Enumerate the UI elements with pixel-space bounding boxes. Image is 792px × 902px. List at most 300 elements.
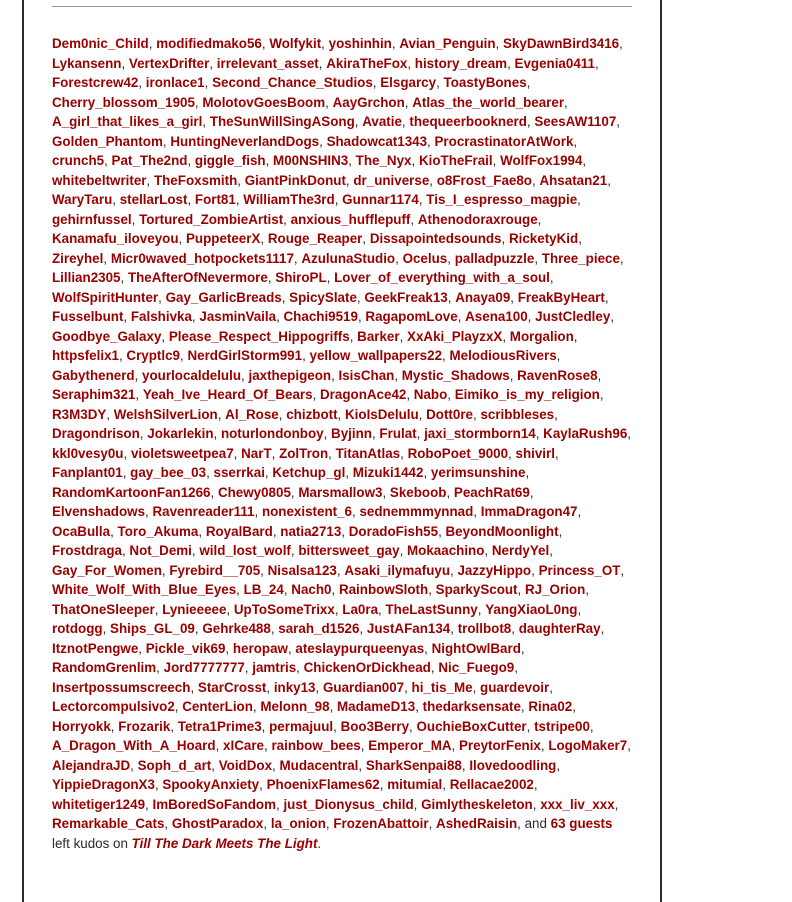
kudos-separator: , [597, 367, 602, 383]
kudos-user-link[interactable]: Chachi9519 [283, 309, 358, 324]
kudos-user-link[interactable]: Micr0waved_hotpockets1117 [110, 250, 294, 266]
kudos-user-link[interactable]: WaryTaru [52, 192, 113, 207]
kudos-user-link[interactable]: The_Nyx [355, 153, 412, 168]
kudos-separator: , [594, 55, 599, 71]
kudos-user-link[interactable]: VoidDox [218, 757, 273, 773]
kudos-user-link[interactable]: PreytorFenix [459, 738, 541, 753]
kudos-user-link[interactable]: Toro_Akuma [117, 523, 199, 539]
kudos-user-link[interactable]: thequeerbooknerd [409, 114, 527, 129]
kudos-user-link[interactable]: CenterLion [182, 699, 253, 714]
kudos-user-link[interactable]: la_onion [270, 816, 326, 831]
kudos-user-link[interactable]: sserrkai [213, 465, 265, 480]
kudos-separator: , [174, 699, 183, 714]
kudos-user-link[interactable]: Guardian007 [322, 679, 405, 695]
kudos-user-link[interactable]: Gay_GarlicBreads [165, 289, 282, 305]
kudos-separator: , [582, 153, 587, 168]
kudos-user-link[interactable]: White_Wolf_With_Blue_Eyes [52, 582, 237, 597]
kudos-user-link[interactable]: Dissapointedsounds [369, 231, 502, 246]
kudos-user-link[interactable]: RandomGrenlim [52, 660, 157, 675]
kudos-separator: , [331, 367, 339, 383]
kudos-user-link[interactable]: KioIsDelulu [345, 406, 419, 422]
kudos-user-link[interactable]: Tetra1Prime3 [177, 718, 262, 734]
kudos-user-link[interactable]: LogoMaker7 [548, 738, 628, 753]
kudos-user-link[interactable]: o8Frost_Fae8o [436, 172, 532, 188]
kudos-user-link[interactable]: ItznotPengwe [52, 640, 139, 656]
kudos-separator: , [447, 289, 456, 305]
kudos-user-link[interactable]: TheFoxsmith [153, 172, 238, 188]
kudos-user-link[interactable]: yerimsunshine [430, 465, 526, 480]
kudos-user-link[interactable]: HuntingNeverlandDogs [170, 133, 320, 149]
kudos-user-link[interactable]: Falshivka [130, 309, 192, 324]
kudos-user-link[interactable]: NightOwlBard [431, 640, 521, 656]
kudos-user-link[interactable]: Fanplant01 [52, 465, 123, 480]
kudos-user-link[interactable]: PeachRat69 [453, 484, 530, 500]
kudos-user-link[interactable]: YangXiaoL0ng [485, 601, 578, 617]
kudos-user-link[interactable]: Avian_Penguin [399, 36, 496, 51]
kudos-user-link[interactable]: Gay_For_Women [52, 562, 162, 578]
kudos-user-link[interactable]: Golden_Phantom [52, 133, 163, 149]
kudos-separator: , [138, 75, 146, 90]
kudos-user-link[interactable]: Byjinn [331, 426, 372, 441]
kudos-user-link[interactable]: whitebeltwriter [52, 172, 147, 188]
kudos-separator: , [371, 426, 380, 441]
kudos-separator: , [341, 523, 349, 539]
kudos-separator: , [331, 582, 339, 597]
kudos-user-link[interactable]: WolfSpiritHunter [52, 289, 159, 305]
kudos-separator: , [210, 484, 218, 500]
kudos-user-link[interactable]: Asaki_ilymafuyu [344, 562, 450, 578]
kudos-user-link[interactable]: Tortured_ZombieArtist [139, 211, 284, 227]
kudos-user-link[interactable]: SharkSenpai88 [365, 757, 462, 773]
kudos-user-link[interactable]: Jokarlekin [147, 426, 214, 441]
kudos-user-link[interactable]: DragonAce42 [320, 387, 407, 402]
kudos-user-link[interactable]: Chewy0805 [217, 484, 291, 500]
kudos-user-link[interactable]: guardevoir [480, 679, 550, 695]
kudos-user-link[interactable]: RicketyKid [508, 231, 579, 246]
kudos-user-link[interactable]: R3M3DY [52, 406, 107, 422]
kudos-separator: , [473, 504, 481, 519]
kudos-user-link[interactable]: Goodbye_Galaxy [52, 328, 162, 344]
kudos-user-link[interactable]: Lynieeeee [162, 601, 227, 617]
kudos-user-link[interactable]: MolotovGoesBoom [202, 94, 326, 110]
kudos-user-link[interactable]: giggle_fish [194, 153, 266, 168]
kudos-user-link[interactable]: Remarkable_Cats [52, 816, 165, 831]
kudos-separator: , [411, 153, 419, 168]
kudos-user-link[interactable]: xxx_liv_xxx [540, 796, 615, 812]
kudos-user-link[interactable]: ZolTron [279, 445, 329, 461]
kudos-user-link[interactable]: Pat_The2nd [111, 153, 188, 168]
kudos-user-link[interactable]: MelodiousRivers [449, 348, 557, 363]
kudos-user-link[interactable]: Lykansenn [52, 55, 122, 71]
kudos-user-link[interactable]: httpsfelix1 [52, 348, 119, 363]
end-punctuation: . [317, 835, 322, 851]
kudos-separator: , [123, 309, 131, 324]
kudos-user-link[interactable]: noturlondonboy [220, 426, 324, 441]
kudos-separator: , [315, 679, 323, 695]
kudos-user-link[interactable]: WolfFox1994 [500, 153, 583, 168]
kudos-user-link[interactable]: Frostdraga [52, 543, 122, 558]
kudos-user-link[interactable]: Frulat [379, 426, 417, 441]
kudos-separator: , [333, 718, 341, 734]
kudos-user-link[interactable]: StarCrosst [197, 679, 267, 695]
kudos-user-link[interactable]: Gehrke488 [202, 621, 271, 636]
kudos-user-link[interactable]: La0ra [342, 601, 379, 617]
kudos-user-link[interactable]: RoboPoet_9000 [407, 445, 509, 461]
kudos-user-link[interactable]: BeyondMoonlight [445, 523, 559, 539]
kudos-user-link[interactable]: Nach0 [291, 582, 332, 597]
kudos-user-link[interactable]: natia2713 [280, 523, 342, 539]
kudos-user-link[interactable]: Avatie [362, 114, 402, 129]
kudos-user-link[interactable]: Nabo [413, 387, 448, 402]
kudos-user-link[interactable]: sednemmmynnad [359, 504, 474, 519]
kudos-user-link[interactable]: AkiraTheFox [326, 55, 408, 71]
kudos-user-link[interactable]: violetsweetpea7 [130, 445, 234, 461]
kudos-user-link[interactable]: NerdGirlStorm991 [187, 348, 303, 363]
kudos-user-link[interactable]: sarah_d1526 [278, 621, 360, 636]
kudos-separator: , [399, 328, 408, 344]
kudos-user-link[interactable]: Jord7777777 [163, 660, 245, 675]
kudos-separator: , [614, 796, 619, 812]
kudos-user-link[interactable]: Athenodoraxrouge [417, 211, 538, 227]
kudos-user-link[interactable]: WelshSilverLion [113, 406, 218, 422]
kudos-user-link[interactable]: Dem0nic_Child [52, 36, 149, 51]
kudos-separator: , [526, 114, 535, 129]
kudos-user-link[interactable]: AshedRaisin [436, 816, 518, 831]
kudos-user-link[interactable]: SeesAW1107 [534, 114, 617, 129]
kudos-user-link[interactable]: AayGrchon [332, 94, 405, 110]
kudos-separator: , [158, 289, 166, 305]
kudos-user-link[interactable]: Lover_of_everything_with_a_soul [334, 270, 550, 285]
kudos-separator: , [619, 36, 623, 51]
kudos-user-link[interactable]: kkl0vesy0u [52, 445, 124, 461]
kudos-user-link[interactable]: AzulunaStudio [301, 250, 396, 266]
kudos-user-link[interactable]: Anaya09 [455, 289, 511, 305]
kudos-user-link[interactable]: UpToSomeTrixx [233, 601, 335, 617]
kudos-user-link[interactable]: RoyalBard [205, 523, 273, 539]
kudos-user-link[interactable]: SpicySlate [289, 289, 357, 305]
kudos-user-link[interactable]: scribbleses [480, 406, 555, 422]
kudos-user-link[interactable]: nonexistent_6 [261, 504, 352, 519]
kudos-user-link[interactable]: Fyrebird__705 [169, 562, 261, 578]
kudos-user-link[interactable]: TheLastSunny [385, 601, 478, 617]
kudos-user-link[interactable]: ShiroPL [275, 270, 327, 285]
kudos-user-link[interactable]: shivirl [515, 445, 555, 461]
kudos-user-link[interactable]: modifiedmako56 [156, 36, 262, 51]
kudos-user-link[interactable]: Al_Rose [225, 406, 279, 422]
kudos-user-link[interactable]: chizbott [286, 406, 338, 422]
kudos-user-link[interactable]: Forestcrew42 [52, 75, 139, 90]
kudos-user-link[interactable]: FreakByHeart [517, 289, 605, 305]
kudos-user-link[interactable]: KaylaRush96 [543, 426, 628, 441]
kudos-separator: , [187, 192, 195, 207]
kudos-user-link[interactable]: Ahsatan21 [539, 172, 608, 188]
kudos-separator: , [404, 94, 413, 110]
kudos-separator: , [272, 523, 281, 539]
kudos-user-link[interactable]: permajuul [269, 718, 334, 734]
kudos-separator: , [283, 211, 291, 227]
kudos-user-link[interactable]: FrozenAbattoir [333, 816, 429, 831]
kudos-user-link[interactable]: TheAfterOfNevermore [127, 270, 268, 285]
work-title-link[interactable]: Till The Dark Meets The Light [131, 835, 318, 851]
kudos-user-link[interactable]: Ravenreader111 [152, 504, 255, 519]
kudos-user-link[interactable]: LB_24 [243, 582, 284, 597]
kudos-user-link[interactable]: Asena100 [465, 309, 528, 324]
kudos-separator: , [103, 250, 111, 266]
kudos-user-link[interactable]: Yeah_Ive_Heard_Of_Bears [142, 387, 313, 402]
kudos-user-link[interactable]: jaxthepigeon [248, 367, 332, 383]
kudos-separator: , [604, 289, 609, 305]
kudos-user-link[interactable]: rotdogg [52, 621, 103, 636]
kudos-user-link[interactable]: SpookyAnxiety [162, 777, 260, 792]
kudos-user-link[interactable]: Fort81 [194, 192, 236, 207]
kudos-separator: , [558, 523, 563, 539]
kudos-user-link[interactable]: Frozarik [118, 718, 171, 734]
kudos-user-link[interactable]: Please_Respect_Hippogriffs [168, 328, 350, 344]
kudos-separator: , [156, 660, 164, 675]
kudos-user-link[interactable]: gay_bee_03 [130, 465, 207, 480]
kudos-user-link[interactable]: daughterRay [518, 621, 601, 636]
kudos-list [52, 34, 634, 853]
kudos-separator: , [527, 309, 536, 324]
kudos-user-link[interactable]: yellow_wallpapers22 [309, 348, 443, 363]
kudos-user-link[interactable]: irrelevant_asset [216, 55, 319, 71]
kudos-user-link[interactable]: Nisalsa123 [267, 562, 337, 578]
kudos-user-link[interactable]: JustAFan134 [366, 621, 451, 636]
kudos-user-link[interactable]: JazzyHippo [457, 562, 532, 578]
kudos-user-link[interactable]: ToastyBones [443, 75, 527, 90]
kudos-user-link[interactable]: Lillian2305 [52, 270, 121, 285]
kudos-user-link[interactable]: TitanAtlas [335, 445, 401, 461]
kudos-user-link[interactable]: A_girl_that_likes_a_girl [52, 114, 203, 129]
kudos-user-link[interactable]: AlejandraJD [52, 757, 131, 773]
kudos-user-link[interactable]: Cryptlc9 [126, 348, 181, 363]
kudos-user-link[interactable]: NerdyYel [491, 543, 550, 558]
kudos-separator: , [391, 36, 400, 51]
kudos-separator: , [354, 114, 363, 129]
kudos-user-link[interactable]: JasminVaila [199, 309, 277, 324]
kudos-user-link[interactable]: RainbowSloth [338, 582, 429, 597]
kudos-user-link[interactable]: Ocelus [402, 250, 448, 266]
kudos-user-link[interactable]: Marsmallow3 [298, 484, 383, 500]
kudos-user-link[interactable]: PuppeteerX [185, 231, 261, 246]
kudos-user-link[interactable]: ChickenOrDickhead [303, 660, 431, 675]
kudos-user-link[interactable]: SkyDawnBird3416 [503, 36, 620, 51]
kudos-separator: , [345, 465, 353, 480]
kudos-separator: , [599, 387, 604, 402]
kudos-user-link[interactable]: Boo3Berry [340, 718, 410, 734]
kudos-user-link[interactable]: ImBoredSoFandom [152, 796, 276, 812]
kudos-separator: , [191, 309, 200, 324]
kudos-separator: , [244, 660, 253, 675]
kudos-user-link[interactable]: IsisChan [338, 367, 395, 383]
kudos-separator: , [610, 309, 615, 324]
kudos-user-link[interactable]: Mizuki1442 [352, 465, 424, 480]
kudos-user-link[interactable]: KioTheFrail [418, 153, 493, 168]
kudos-user-link[interactable]: Eimiko_is_my_religion [454, 387, 600, 402]
kudos-separator: , [102, 621, 111, 636]
kudos-separator: , [372, 75, 381, 90]
kudos-user-link[interactable]: A_Dragon_With_A_Hoard [52, 738, 216, 753]
kudos-user-link[interactable]: yourlocaldelulu [142, 367, 242, 383]
kudos-user-link[interactable]: wild_lost_wolf [199, 543, 291, 558]
kudos-user-link[interactable]: Ketchup_gl [272, 465, 346, 480]
kudos-separator: , [134, 367, 143, 383]
kudos-separator: , [554, 445, 559, 461]
kudos-user-link[interactable]: Rellacae2002 [449, 777, 534, 792]
kudos-user-link[interactable]: Rina02 [528, 699, 573, 714]
kudos-user-link[interactable]: Soph_d_art [137, 757, 212, 773]
kudos-user-link[interactable]: RJ_Orion [524, 582, 586, 597]
kudos-user-link[interactable]: Fusselbunt [52, 309, 124, 324]
kudos-user-link[interactable]: whitetiger1249 [52, 796, 146, 812]
kudos-user-link[interactable]: jamtris [252, 660, 297, 675]
kudos-user-link[interactable]: gehirnfussel [52, 211, 132, 227]
kudos-user-link[interactable]: Barker [357, 328, 400, 344]
kudos-user-link[interactable]: RandomKartoonFan1266 [52, 484, 211, 500]
kudos-user-link[interactable]: XxAki_PlayzxX [407, 328, 503, 344]
kudos-separator: , [241, 367, 249, 383]
kudos-separator: , [349, 328, 358, 344]
kudos-user-link[interactable]: Emperor_MA [368, 738, 452, 753]
kudos-user-link[interactable]: Morgalion [509, 328, 574, 344]
kudos-user-link[interactable]: Mokaachino [407, 543, 485, 558]
kudos-user-link[interactable]: ProcrastinatorAtWork [434, 133, 574, 149]
kudos-separator: , [510, 289, 518, 305]
kudos-user-link[interactable]: RagapomLove [365, 309, 458, 324]
kudos-user-link[interactable]: NarT [241, 445, 272, 461]
kudos-user-link[interactable]: jaxi_stormborn14 [424, 426, 536, 441]
kudos-user-link[interactable]: GiantPinkDonut [244, 172, 346, 188]
kudos-user-link[interactable]: Three_piece [541, 250, 620, 266]
kudos-separator: , [400, 445, 408, 461]
kudos-user-link[interactable]: mitumial [387, 777, 443, 792]
kudos-user-link[interactable]: stellarLost [119, 192, 188, 207]
kudos-user-link[interactable]: VertexDrifter [128, 55, 210, 71]
kudos-user-link[interactable]: tstripe00 [534, 718, 590, 734]
kudos-user-link[interactable]: OuchieBoxCutter [416, 718, 527, 734]
kudos-separator: , [121, 543, 130, 558]
kudos-separator: , [278, 406, 287, 422]
kudos-user-link[interactable]: Gunnar1174 [342, 192, 419, 207]
kudos-user-link[interactable]: heropaw [232, 640, 288, 656]
kudos-user-link[interactable]: JustCledley [535, 309, 611, 324]
kudos-user-link[interactable]: Atlas_the_world_bearer [412, 94, 565, 110]
kudos-user-link[interactable]: Mystic_Shadows [401, 367, 510, 383]
kudos-user-link[interactable]: history_dream [414, 55, 508, 71]
kudos-user-link[interactable]: Kanamafu_iloveyou [52, 231, 179, 246]
kudos-separator: , [509, 367, 518, 383]
kudos-separator: , [260, 231, 268, 246]
kudos-user-link[interactable]: Ships_GL_09 [110, 621, 195, 636]
kudos-separator: , [252, 699, 261, 714]
kudos-user-link[interactable]: ImmaDragon47 [480, 504, 578, 519]
kudos-user-link[interactable]: Pickle_vik69 [145, 640, 226, 656]
kudos-user-link[interactable]: hi_tis_Me [411, 679, 473, 695]
kudos-user-link[interactable]: OcaBulla [52, 523, 111, 539]
kudos-user-link[interactable]: ThatOneSleeper [52, 601, 155, 617]
kudos-user-link[interactable]: crunch5 [52, 153, 105, 168]
kudos-separator: , [424, 640, 432, 656]
kudos-separator: , [334, 601, 343, 617]
kudos-user-link[interactable]: Lectorcompulsivo2 [52, 699, 175, 714]
kudos-user-link[interactable]: yoshinhin [328, 36, 392, 51]
kudos-separator: , [589, 718, 594, 734]
kudos-separator: , [540, 738, 549, 753]
kudos-user-link[interactable]: Mudacentral [279, 757, 359, 773]
kudos-separator: , [554, 406, 558, 422]
kudos-user-link[interactable]: Seraphim321 [52, 387, 136, 402]
kudos-user-link[interactable]: Zireyhel [52, 250, 104, 266]
kudos-user-link[interactable]: Horryokk [52, 718, 111, 734]
kudos-separator: , [442, 777, 450, 792]
kudos-user-link[interactable]: Insertpossumscreech [52, 679, 191, 695]
kudos-user-link[interactable]: Cherry_blossom_1905 [52, 94, 195, 110]
kudos-separator: , [290, 543, 299, 558]
kudos-user-link[interactable]: YippieDragonX3 [52, 777, 155, 792]
kudos-user-link[interactable]: trollbot8 [457, 621, 512, 636]
kudos-user-link[interactable]: Second_Chance_Studios [212, 75, 373, 90]
kudos-separator: , [135, 387, 143, 402]
kudos-user-link[interactable]: xICare [223, 738, 264, 753]
kudos-user-link[interactable]: RavenRose8 [517, 367, 598, 383]
kudos-user-link[interactable]: Gabythenerd [52, 367, 135, 383]
kudos-user-link[interactable]: Dott0re [426, 406, 473, 422]
kudos-user-link[interactable]: inky13 [273, 679, 316, 695]
kudos-user-link[interactable]: PhoenixFlames62 [266, 777, 380, 792]
kudos-user-link[interactable]: Not_Demi [129, 543, 192, 558]
kudos-user-link[interactable]: Gimlytheskeleton [421, 796, 533, 812]
kudos-separator: , [154, 601, 163, 617]
kudos-user-link[interactable]: M00NSHIN3 [273, 153, 349, 168]
kudos-user-link[interactable]: palladpuzzle [454, 250, 535, 266]
kudos-user-link[interactable]: TheSunWillSingASong [209, 114, 355, 129]
kudos-user-link[interactable]: Tis_I_espresso_magpie [426, 192, 578, 207]
kudos-separator: , [401, 114, 410, 129]
kudos-user-link[interactable]: DoradoFish55 [348, 523, 439, 539]
kudos-separator: , [379, 777, 388, 792]
kudos-user-link[interactable]: GeekFreak13 [364, 289, 448, 305]
kudos-user-link[interactable]: bittersweet_gay [298, 543, 400, 558]
kudos-separator: , [118, 348, 127, 363]
kudos-user-link[interactable]: Nic_Fuego9 [438, 660, 515, 675]
kudos-user-link[interactable]: Melonn_98 [260, 699, 330, 714]
kudos-user-link[interactable]: Princess_OT [538, 562, 621, 578]
kudos-user-link[interactable]: thedarksensate [422, 699, 521, 714]
kudos-user-link[interactable]: SparkyScout [435, 582, 518, 597]
kudos-user-link[interactable]: anxious_hufflepuff [290, 211, 411, 227]
kudos-separator: , [326, 270, 335, 285]
kudos-user-link[interactable]: MadameD13 [337, 699, 416, 714]
kudos-user-link[interactable]: Ilovedoodling [469, 757, 557, 773]
kudos-separator: , [206, 465, 214, 480]
kudos-user-link[interactable]: just_Dionysus_child [283, 796, 414, 812]
kudos-user-link[interactable]: ironlace1 [145, 75, 205, 90]
kudos-user-link[interactable]: dr_universe [353, 172, 430, 188]
kudos-user-link[interactable]: GhostParadox [171, 816, 264, 831]
kudos-user-link[interactable]: Skeboob [389, 484, 447, 500]
kudos-user-link[interactable]: Elvenshadows [52, 504, 146, 519]
kudos-user-link[interactable]: Rouge_Reaper [267, 231, 363, 246]
kudos-user-link[interactable]: rainbow_bees [271, 738, 361, 753]
kudos-user-link[interactable]: ateslaypurqueenyas [295, 640, 425, 656]
kudos-user-link[interactable]: Wolfykit [269, 36, 322, 51]
kudos-user-link[interactable]: WilliamThe3rd [243, 192, 335, 207]
guests-count-link[interactable]: 63 guests [550, 816, 613, 831]
kudos-user-link[interactable]: Evgenia0411 [514, 55, 595, 71]
kudos-user-link[interactable]: Shadowcat1343 [326, 133, 428, 149]
kudos-user-link[interactable]: Dragondrison [52, 426, 140, 441]
kudos-user-link[interactable]: Elsgarcy [380, 75, 437, 90]
